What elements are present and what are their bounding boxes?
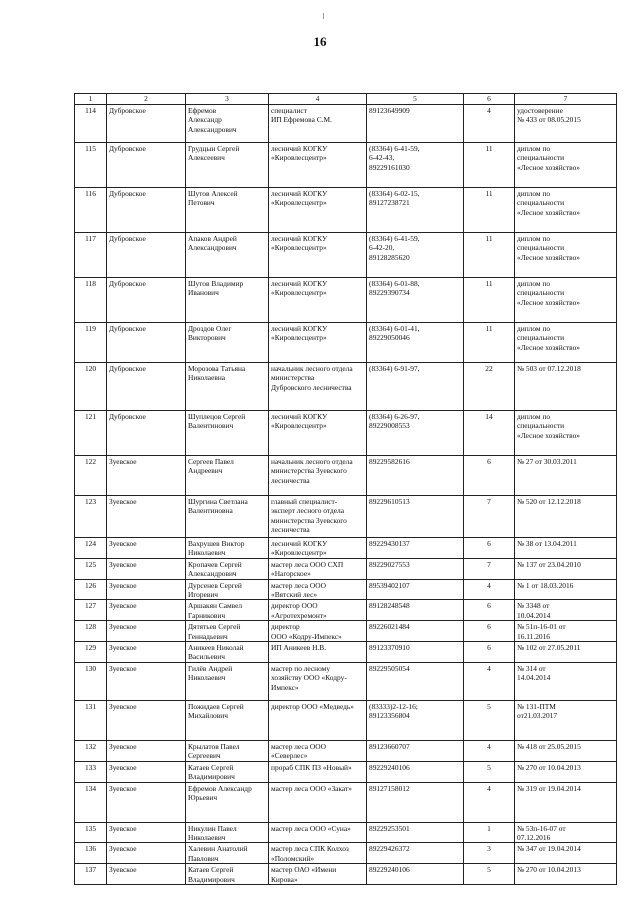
phone-cell: 89229426372 [367, 843, 464, 864]
row-number: 114 [75, 105, 107, 143]
category-cell: 11 [464, 188, 515, 233]
category-cell: 5 [464, 700, 515, 740]
row-number: 125 [75, 558, 107, 579]
name-cell: Ефремов Александр Александрович [186, 105, 269, 143]
category-cell: 11 [464, 323, 515, 363]
phone-cell: 89229610513 [367, 496, 464, 538]
district-cell: Зуевское [107, 700, 186, 740]
table-row [75, 843, 617, 864]
column-header-2: 2 [107, 94, 186, 105]
table-row [75, 579, 617, 600]
category-cell: 1 [464, 822, 515, 843]
document-cell: № 137 от 23.04.2010 [515, 558, 617, 579]
position-cell: лесничий КОГКУ «Кировлесцентр» [269, 188, 367, 233]
column-header-6: 6 [464, 94, 515, 105]
category-cell: 6 [464, 621, 515, 642]
name-cell: Апаков Андрей Александрович [186, 233, 269, 278]
district-cell: Зуевское [107, 843, 186, 864]
name-cell: Халевин Анатолий Павлович [186, 843, 269, 864]
table-row [75, 411, 617, 456]
category-cell: 4 [464, 662, 515, 700]
document-cell: № 131-ПТМ от21.03.2017 [515, 700, 617, 740]
district-cell: Зуевское [107, 662, 186, 700]
document-cell: № 53п-16-07 от 07.12.2016 [515, 822, 617, 843]
category-cell: 6 [464, 600, 515, 621]
phone-cell: 89229027553 [367, 558, 464, 579]
table-row [75, 456, 617, 496]
name-cell: Дятятьев Сергей Геннадьевич [186, 621, 269, 642]
table-body [75, 105, 617, 885]
document-cell: диплом по специальности «Лесное хозяйство» [515, 233, 617, 278]
category-cell: 4 [464, 782, 515, 822]
position-cell: начальник лесного отдела министерства Дубровского лесничества [269, 363, 367, 411]
phone-cell: (83364) 6-91-97, [367, 363, 464, 411]
row-number: 116 [75, 188, 107, 233]
district-cell: Дубровское [107, 411, 186, 456]
phone-cell: 89229240106 [367, 761, 464, 782]
document-cell: № 102 от 27.05.2011 [515, 642, 617, 663]
name-cell: Гилёв Андрей Николаевич [186, 662, 269, 700]
row-number: 128 [75, 621, 107, 642]
district-cell: Дубровское [107, 143, 186, 188]
position-cell: мастер леса ООО «Суна» [269, 822, 367, 843]
phone-cell: (83364) 6-01-88, 89229390734 [367, 278, 464, 323]
phone-cell: 89128248548 [367, 600, 464, 621]
table-row [75, 233, 617, 278]
row-number: 137 [75, 864, 107, 885]
row-number: 123 [75, 496, 107, 538]
document-cell: № 27 от 30.03.2011 [515, 456, 617, 496]
category-cell: 14 [464, 411, 515, 456]
document-cell: диплом по специальности «Лесное хозяйство» [515, 278, 617, 323]
document-cell: диплом по специальности «Лесное хозяйство» [515, 411, 617, 456]
table-row [75, 864, 617, 885]
row-number: 115 [75, 143, 107, 188]
registry-table [74, 93, 617, 885]
table-row [75, 323, 617, 363]
phone-cell: 89123370910 [367, 642, 464, 663]
name-cell: Никулин Павел Николаевич [186, 822, 269, 843]
category-cell: 11 [464, 143, 515, 188]
position-cell: директор ООО «Агротехремонт» [269, 600, 367, 621]
name-cell: Аникеев Николай Васильевич [186, 642, 269, 663]
row-number: 121 [75, 411, 107, 456]
district-cell: Зуевское [107, 558, 186, 579]
document-cell: удостоверение № 433 от 08.05.2015 [515, 105, 617, 143]
district-cell: Зуевское [107, 761, 186, 782]
name-cell: Шутов Алексей Петович [186, 188, 269, 233]
document-cell: № 51п-16-01 от 16.11.2016 [515, 621, 617, 642]
row-number: 129 [75, 642, 107, 663]
document-cell: № 314 от 14.04.2014 [515, 662, 617, 700]
document-cell: № 418 от 25.05.2015 [515, 740, 617, 761]
district-cell: Зуевское [107, 579, 186, 600]
name-cell: Катаев Сергей Владимирович [186, 864, 269, 885]
column-header-3: 3 [186, 94, 269, 105]
phone-cell: 89229253501 [367, 822, 464, 843]
position-cell: мастер леса ООО СХП «Нагорское» [269, 558, 367, 579]
category-cell: 7 [464, 558, 515, 579]
category-cell: 7 [464, 496, 515, 538]
name-cell: Дурсенев Сергей Игоревич [186, 579, 269, 600]
table-row [75, 143, 617, 188]
category-cell: 11 [464, 278, 515, 323]
position-cell: начальник лесного отдела министерства Зуевского лесничества [269, 456, 367, 496]
document-cell: № 3348 от 10.04.2014 [515, 600, 617, 621]
district-cell: Дубровское [107, 323, 186, 363]
row-number: 136 [75, 843, 107, 864]
name-cell: Шургина Светлана Валентиновна [186, 496, 269, 538]
table-row [75, 538, 617, 559]
document-cell: № 520 от 12.12.2018 [515, 496, 617, 538]
district-cell: Зуевское [107, 822, 186, 843]
district-cell: Зуевское [107, 496, 186, 538]
scan-mark [323, 13, 324, 19]
name-cell: Ефремов Александр Юрьевич [186, 782, 269, 822]
phone-cell: (83364) 6-01-41, 89229050046 [367, 323, 464, 363]
position-cell: лесничий КОГКУ «Кировлесцентр» [269, 278, 367, 323]
table-row [75, 761, 617, 782]
name-cell: Крылатов Павел Сергеевич [186, 740, 269, 761]
name-cell: Вахрушев Виктор Николаевич [186, 538, 269, 559]
phone-cell: 89229430137 [367, 538, 464, 559]
position-cell: лесничий КОГКУ «Кировлесцентр» [269, 323, 367, 363]
category-cell: 11 [464, 233, 515, 278]
category-cell: 6 [464, 538, 515, 559]
name-cell: Пожидаев Сергей Михайлович [186, 700, 269, 740]
row-number: 120 [75, 363, 107, 411]
category-cell: 4 [464, 579, 515, 600]
document-cell: № 270 от 10.04.2013 [515, 761, 617, 782]
row-number: 131 [75, 700, 107, 740]
position-cell: мастер по лесному хозяйству ООО «Кодру- Импекс» [269, 662, 367, 700]
phone-cell: 89123649909 [367, 105, 464, 143]
phone-cell: 89539402107 [367, 579, 464, 600]
category-cell: 6 [464, 456, 515, 496]
position-cell: мастер леса СПК Колхоз «Поломский» [269, 843, 367, 864]
district-cell: Дубровское [107, 363, 186, 411]
table-row [75, 278, 617, 323]
row-number: 135 [75, 822, 107, 843]
position-cell: прораб СПК ПЗ «Новый» [269, 761, 367, 782]
name-cell: Грудцын Сергей Алексеевич [186, 143, 269, 188]
phone-cell: (83364) 6-26-97, 89229008553 [367, 411, 464, 456]
position-cell: лесничий КОГКУ «Кировлесцентр» [269, 233, 367, 278]
phone-cell: (83364) 6-41-59, 6-42-20, 89128285620 [367, 233, 464, 278]
document-cell: № 503 от 07.12.2018 [515, 363, 617, 411]
phone-cell: 89123660707 [367, 740, 464, 761]
document-cell: диплом по специальности «Лесное хозяйство» [515, 323, 617, 363]
row-number: 127 [75, 600, 107, 621]
position-cell: мастер леса ООО «Северлес» [269, 740, 367, 761]
row-number: 126 [75, 579, 107, 600]
row-number: 132 [75, 740, 107, 761]
position-cell: лесничий КОГКУ «Кировлесцентр» [269, 538, 367, 559]
row-number: 122 [75, 456, 107, 496]
district-cell: Зуевское [107, 538, 186, 559]
category-cell: 4 [464, 740, 515, 761]
page-number: 16 [313, 34, 327, 49]
row-number: 118 [75, 278, 107, 323]
position-cell: мастер ОАО «Имени Кирова» [269, 864, 367, 885]
phone-cell: 89226021484 [367, 621, 464, 642]
district-cell: Дубровское [107, 233, 186, 278]
table-row [75, 558, 617, 579]
name-cell: Шутов Владимир Иванович [186, 278, 269, 323]
category-cell: 6 [464, 642, 515, 663]
table-row [75, 621, 617, 642]
name-cell: Сергеев Павел Андреевич [186, 456, 269, 496]
document-cell: № 1 от 18.03.2016 [515, 579, 617, 600]
document-cell: № 347 от 19.04.2014 [515, 843, 617, 864]
row-number: 117 [75, 233, 107, 278]
table-row [75, 662, 617, 700]
position-cell: ИП Аникеев Н.В. [269, 642, 367, 663]
column-header-5: 5 [367, 94, 464, 105]
district-cell: Дубровское [107, 188, 186, 233]
document-cell: диплом по специальности «Лесное хозяйство» [515, 188, 617, 233]
district-cell: Зуевское [107, 621, 186, 642]
district-cell: Зуевское [107, 600, 186, 621]
position-cell: лесничий КОГКУ «Кировлесцентр» [269, 143, 367, 188]
phone-cell: 89127158012 [367, 782, 464, 822]
position-cell: лесничий КОГКУ «Кировлесцентр» [269, 411, 367, 456]
table-row [75, 105, 617, 143]
category-cell: 3 [464, 843, 515, 864]
column-header-1: 1 [75, 94, 107, 105]
district-cell: Дубровское [107, 278, 186, 323]
table-row [75, 600, 617, 621]
category-cell: 5 [464, 864, 515, 885]
category-cell: 5 [464, 761, 515, 782]
table-row [75, 740, 617, 761]
document-cell: № 38 от 13.04.2011 [515, 538, 617, 559]
phone-cell: (83333)2-12-16; 89123356804 [367, 700, 464, 740]
position-cell: мастер леса ООО «Вятский лес» [269, 579, 367, 600]
district-cell: Зуевское [107, 456, 186, 496]
row-number: 124 [75, 538, 107, 559]
row-number: 119 [75, 323, 107, 363]
table-row [75, 822, 617, 843]
phone-cell: 89229582616 [367, 456, 464, 496]
category-cell: 22 [464, 363, 515, 411]
document-cell: диплом по специальности «Лесное хозяйство» [515, 143, 617, 188]
table-row [75, 496, 617, 538]
document-cell: № 270 от 10.04.2013 [515, 864, 617, 885]
column-header-7: 7 [515, 94, 617, 105]
row-number: 133 [75, 761, 107, 782]
table-row [75, 700, 617, 740]
table-row [75, 782, 617, 822]
name-cell: Шуплецов Сергей Валентинович [186, 411, 269, 456]
table-row [75, 188, 617, 233]
name-cell: Морозова Татьяна Николаевна [186, 363, 269, 411]
category-cell: 4 [464, 105, 515, 143]
row-number: 130 [75, 662, 107, 700]
row-number: 134 [75, 782, 107, 822]
document-cell: № 319 от 19.04.2014 [515, 782, 617, 822]
phone-cell: (83364) 6-02-15, 89127238721 [367, 188, 464, 233]
name-cell: Катаев Сергей Владимирович [186, 761, 269, 782]
table-row [75, 363, 617, 411]
phone-cell: 89229505054 [367, 662, 464, 700]
table-row [75, 642, 617, 663]
district-cell: Зуевское [107, 642, 186, 663]
district-cell: Дубровское [107, 105, 186, 143]
district-cell: Зуевское [107, 782, 186, 822]
position-cell: директор ООО «Медведь» [269, 700, 367, 740]
phone-cell: 89229240106 [367, 864, 464, 885]
column-header-4: 4 [269, 94, 367, 105]
position-cell: директор ООО «Кодру-Импекс» [269, 621, 367, 642]
position-cell: мастер леса ООО «Закат» [269, 782, 367, 822]
district-cell: Зуевское [107, 740, 186, 761]
district-cell: Зуевское [107, 864, 186, 885]
name-cell: Дроздов Олег Викторович [186, 323, 269, 363]
header-row [75, 94, 617, 105]
name-cell: Аршакян Самвел Гарникович [186, 600, 269, 621]
name-cell: Кропачев Сергей Александрович [186, 558, 269, 579]
position-cell: главный специалист- эксперт лесного отдела министерства Зуевского лесничества [269, 496, 367, 538]
phone-cell: (83364) 6-41-59, 6-42-43, 89229161030 [367, 143, 464, 188]
position-cell: специалист ИП Ефремова С.М. [269, 105, 367, 143]
